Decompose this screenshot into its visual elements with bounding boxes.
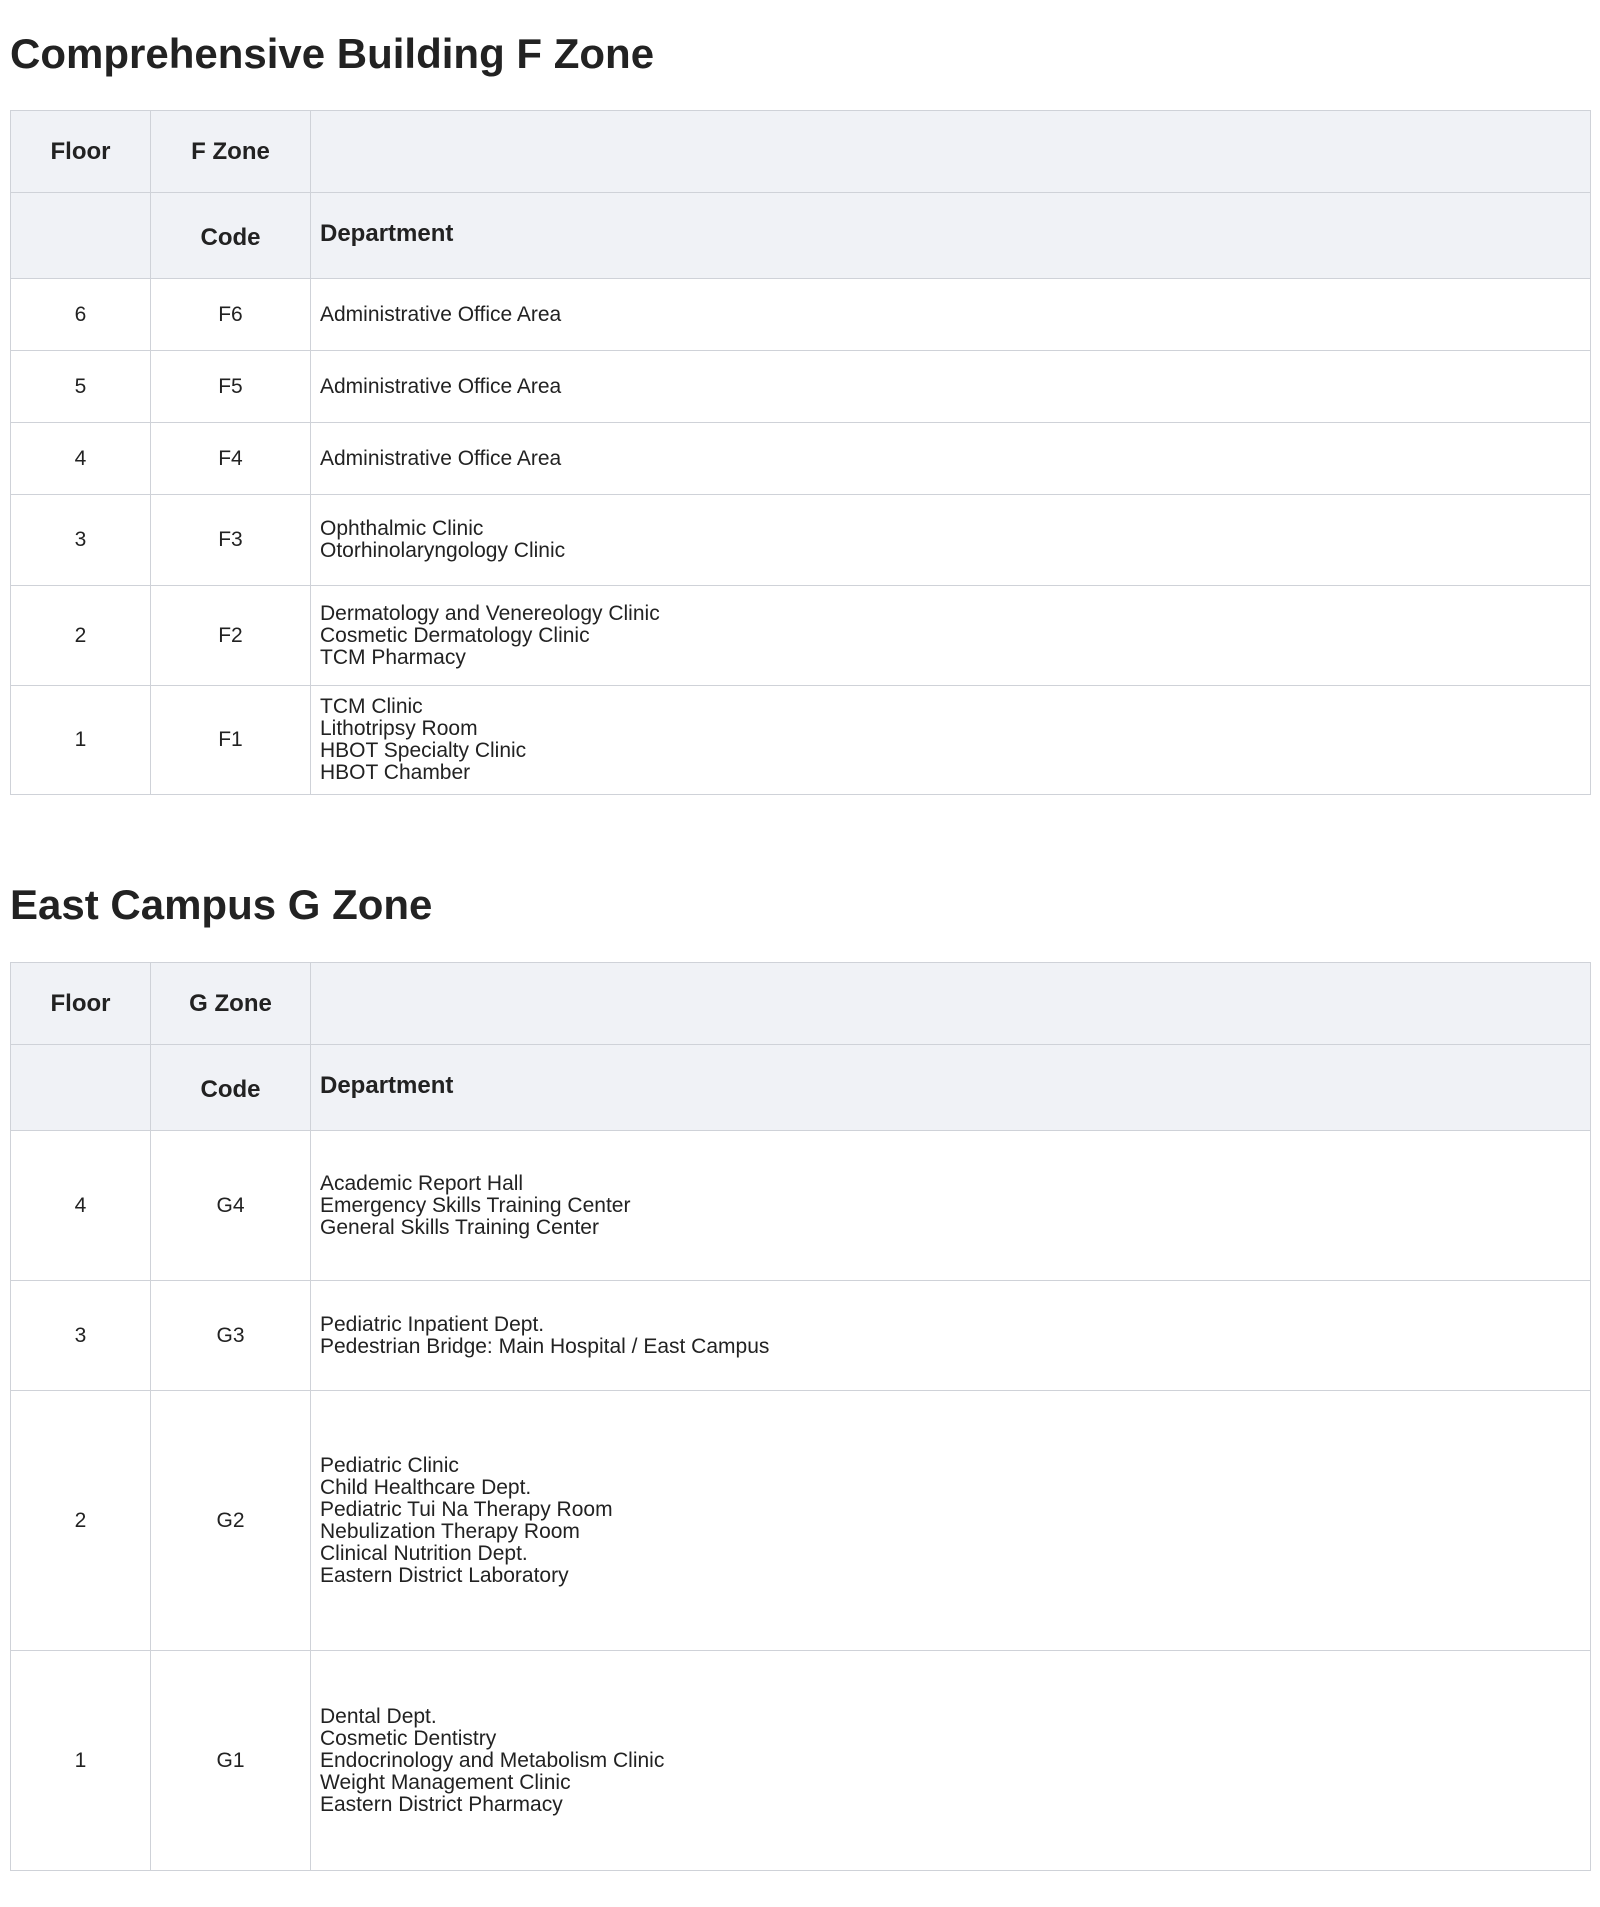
department-name: Child Healthcare Dept. bbox=[320, 1475, 532, 1499]
table-row bbox=[11, 686, 1591, 795]
table-row bbox=[11, 423, 1591, 495]
header-empty bbox=[11, 1045, 151, 1131]
department-name: Eastern District Laboratory bbox=[320, 1563, 569, 1587]
table-row bbox=[11, 1131, 1591, 1281]
department-name: Administrative Office Area bbox=[320, 374, 562, 398]
floor-cell: 1 bbox=[11, 686, 151, 795]
floor-cell: 6 bbox=[11, 279, 151, 351]
department-cell bbox=[311, 423, 1591, 495]
floor-directory-table bbox=[10, 110, 1591, 795]
department-name: Clinical Nutrition Dept. bbox=[320, 1541, 528, 1565]
department-cell bbox=[311, 1391, 1591, 1651]
code-cell: G2 bbox=[151, 1391, 311, 1651]
header-floor: Floor bbox=[11, 111, 151, 193]
header-code: Code bbox=[151, 1045, 311, 1131]
floor-cell: 2 bbox=[11, 586, 151, 686]
code-cell: F3 bbox=[151, 495, 311, 586]
code-cell: G4 bbox=[151, 1131, 311, 1281]
department-name: TCM Clinic bbox=[320, 695, 423, 718]
code-cell: F1 bbox=[151, 686, 311, 795]
department-name: Pediatric Inpatient Dept. bbox=[320, 1312, 545, 1336]
section-title: Comprehensive Building F Zone bbox=[10, 30, 655, 77]
header-empty bbox=[11, 193, 151, 279]
department-name: Cosmetic Dentistry bbox=[320, 1726, 497, 1750]
department-name: Endocrinology and Metabolism Clinic bbox=[320, 1748, 665, 1772]
table-body bbox=[11, 279, 1591, 795]
department-name: Ophthalmic Clinic bbox=[320, 517, 484, 540]
department-cell bbox=[311, 279, 1591, 351]
floor-cell: 4 bbox=[11, 423, 151, 495]
code-cell: F6 bbox=[151, 279, 311, 351]
code-cell: F2 bbox=[151, 586, 311, 686]
section-f-zone bbox=[10, 0, 1591, 795]
department-name: HBOT Chamber bbox=[320, 761, 471, 784]
table-row bbox=[11, 279, 1591, 351]
department-cell bbox=[311, 495, 1591, 586]
department-name: Dental Dept. bbox=[320, 1704, 437, 1728]
department-name: Administrative Office Area bbox=[320, 302, 562, 326]
table-row bbox=[11, 1281, 1591, 1391]
table-row bbox=[11, 586, 1591, 686]
header-floor: Floor bbox=[11, 963, 151, 1045]
department-name: General Skills Training Center bbox=[320, 1215, 599, 1239]
section-g-zone bbox=[10, 880, 1591, 1871]
department-cell bbox=[311, 351, 1591, 423]
floor-cell: 3 bbox=[11, 1281, 151, 1391]
header-zone: F Zone bbox=[151, 111, 311, 193]
code-cell: F5 bbox=[151, 351, 311, 423]
department-name: Otorhinolaryngology Clinic bbox=[320, 539, 566, 562]
header-department: Department bbox=[311, 193, 1591, 279]
department-cell bbox=[311, 686, 1591, 795]
code-cell: F4 bbox=[151, 423, 311, 495]
table-row bbox=[11, 1651, 1591, 1871]
floor-cell: 4 bbox=[11, 1131, 151, 1281]
floor-directory-table bbox=[10, 962, 1591, 1871]
department-name: Weight Management Clinic bbox=[320, 1770, 571, 1794]
department-name: Pediatric Tui Na Therapy Room bbox=[320, 1497, 613, 1521]
department-name: Cosmetic Dermatology Clinic bbox=[320, 623, 590, 647]
department-name: Lithotripsy Room bbox=[320, 717, 478, 740]
header-empty bbox=[311, 111, 1591, 193]
department-name: HBOT Specialty Clinic bbox=[320, 739, 527, 762]
department-name: Dermatology and Venereology Clinic bbox=[320, 601, 660, 625]
header-empty bbox=[311, 963, 1591, 1045]
floor-cell: 3 bbox=[11, 495, 151, 586]
department-cell bbox=[311, 586, 1591, 686]
table-row bbox=[11, 495, 1591, 586]
header-department: Department bbox=[311, 1045, 1591, 1131]
table-body bbox=[11, 1131, 1591, 1871]
department-cell bbox=[311, 1651, 1591, 1871]
department-name: TCM Pharmacy bbox=[320, 645, 466, 669]
header-zone: G Zone bbox=[151, 963, 311, 1045]
department-name: Pedestrian Bridge: Main Hospital / East Campus bbox=[320, 1334, 770, 1358]
department-name: Pediatric Clinic bbox=[320, 1453, 459, 1477]
department-name: Academic Report Hall bbox=[320, 1171, 524, 1195]
floor-cell: 5 bbox=[11, 351, 151, 423]
department-name: Nebulization Therapy Room bbox=[320, 1519, 580, 1543]
table-row bbox=[11, 351, 1591, 423]
department-name: Eastern District Pharmacy bbox=[320, 1792, 563, 1816]
department-name: Emergency Skills Training Center bbox=[320, 1193, 631, 1217]
department-cell bbox=[311, 1131, 1591, 1281]
code-cell: G1 bbox=[151, 1651, 311, 1871]
code-cell: G3 bbox=[151, 1281, 311, 1391]
department-name: Administrative Office Area bbox=[320, 446, 562, 470]
floor-cell: 1 bbox=[11, 1651, 151, 1871]
section-title: East Campus G Zone bbox=[10, 881, 433, 928]
floor-cell: 2 bbox=[11, 1391, 151, 1651]
header-code: Code bbox=[151, 193, 311, 279]
department-cell bbox=[311, 1281, 1591, 1391]
table-row bbox=[11, 1391, 1591, 1651]
